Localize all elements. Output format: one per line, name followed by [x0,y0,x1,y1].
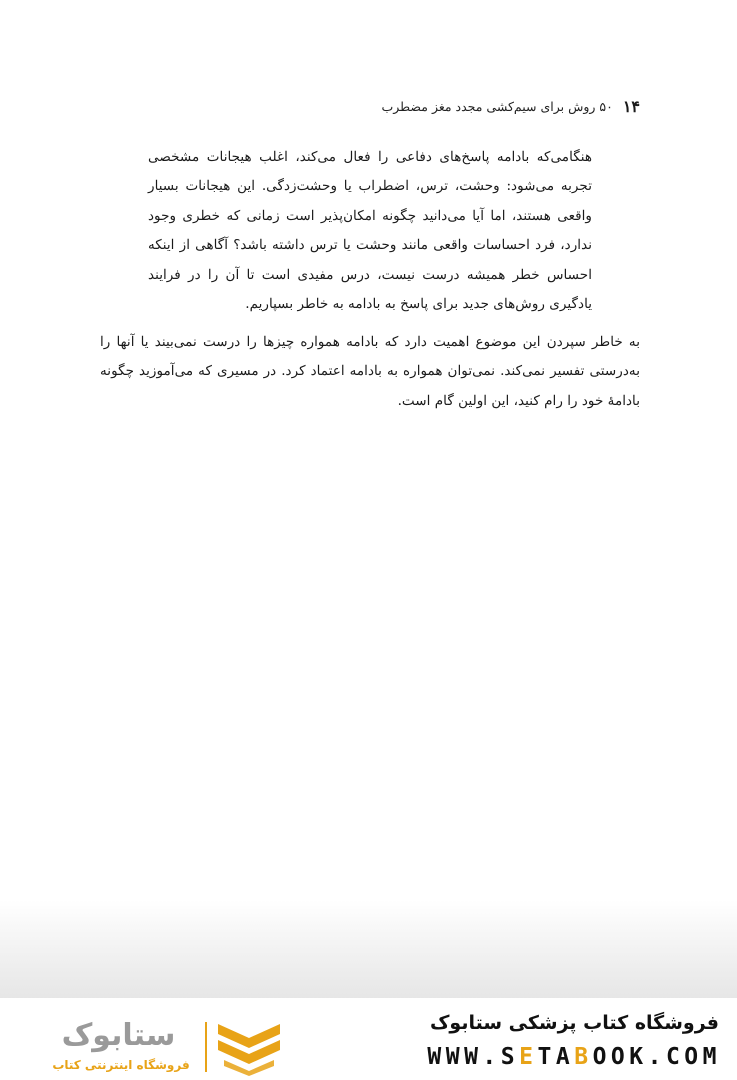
body-paragraph: به خاطر سپردن این موضوع اهمیت دارد که بادامه همواره چیزها را درست نمی‌بیند یا آنها را به‌درستی تفسیر نمی‌کند. نمی‌توان همواره به بادامه اعتماد کرد. در مسیری که می‌آموزید چگونه بادامهٔ خود را رام کنید، این اولین گام است. [100,334,640,409]
store-name: فروشگاه کتاب پزشکی ستابوک [429,1012,719,1034]
quote-paragraph: هنگامی‌که بادامه پاسخ‌های دفاعی را فعال می‌کند، اغلب هیجانات مشخصی تجربه می‌شود: وحشت، ترس، اضطراب یا وحشت‌زدگی. این هیجانات بسیار واقعی هستند، اما آیا می‌دانید چگونه امکان‌پذیر است زمانی که خطری وجود ندارد، فرد احساسات واقعی مانند وحشت یا ترس داشته باشد؟ آگاهی از اینکه احساس خطر همیشه درست نیست، درس مفیدی است تا آن را در فرایند یادگیری روش‌های جدید برای پاسخ به بادامه به خاطر بسپاریم. [148,149,592,313]
url-accent-letter: E [519,1044,538,1070]
page-bottom-fade [0,900,737,1000]
page-header [150,94,640,118]
store-url [427,1044,721,1070]
book-stack-logo-icon [214,1020,284,1076]
logo-tagline: فروشگاه اینترنتی کتاب [52,1058,190,1072]
running-title: ۵۰ روش برای سیم‌کشی مجدد مغز مضطرب [381,98,613,114]
page-number: ۱۴ [622,96,640,116]
logo-wordmark: ستابوک [61,1018,176,1053]
url-accent-letter: B [574,1044,593,1070]
url-part: OOK.COM [592,1044,721,1070]
url-part: WWW.S [427,1044,520,1070]
logo-divider [205,1022,207,1072]
url-part: TA [537,1044,575,1070]
